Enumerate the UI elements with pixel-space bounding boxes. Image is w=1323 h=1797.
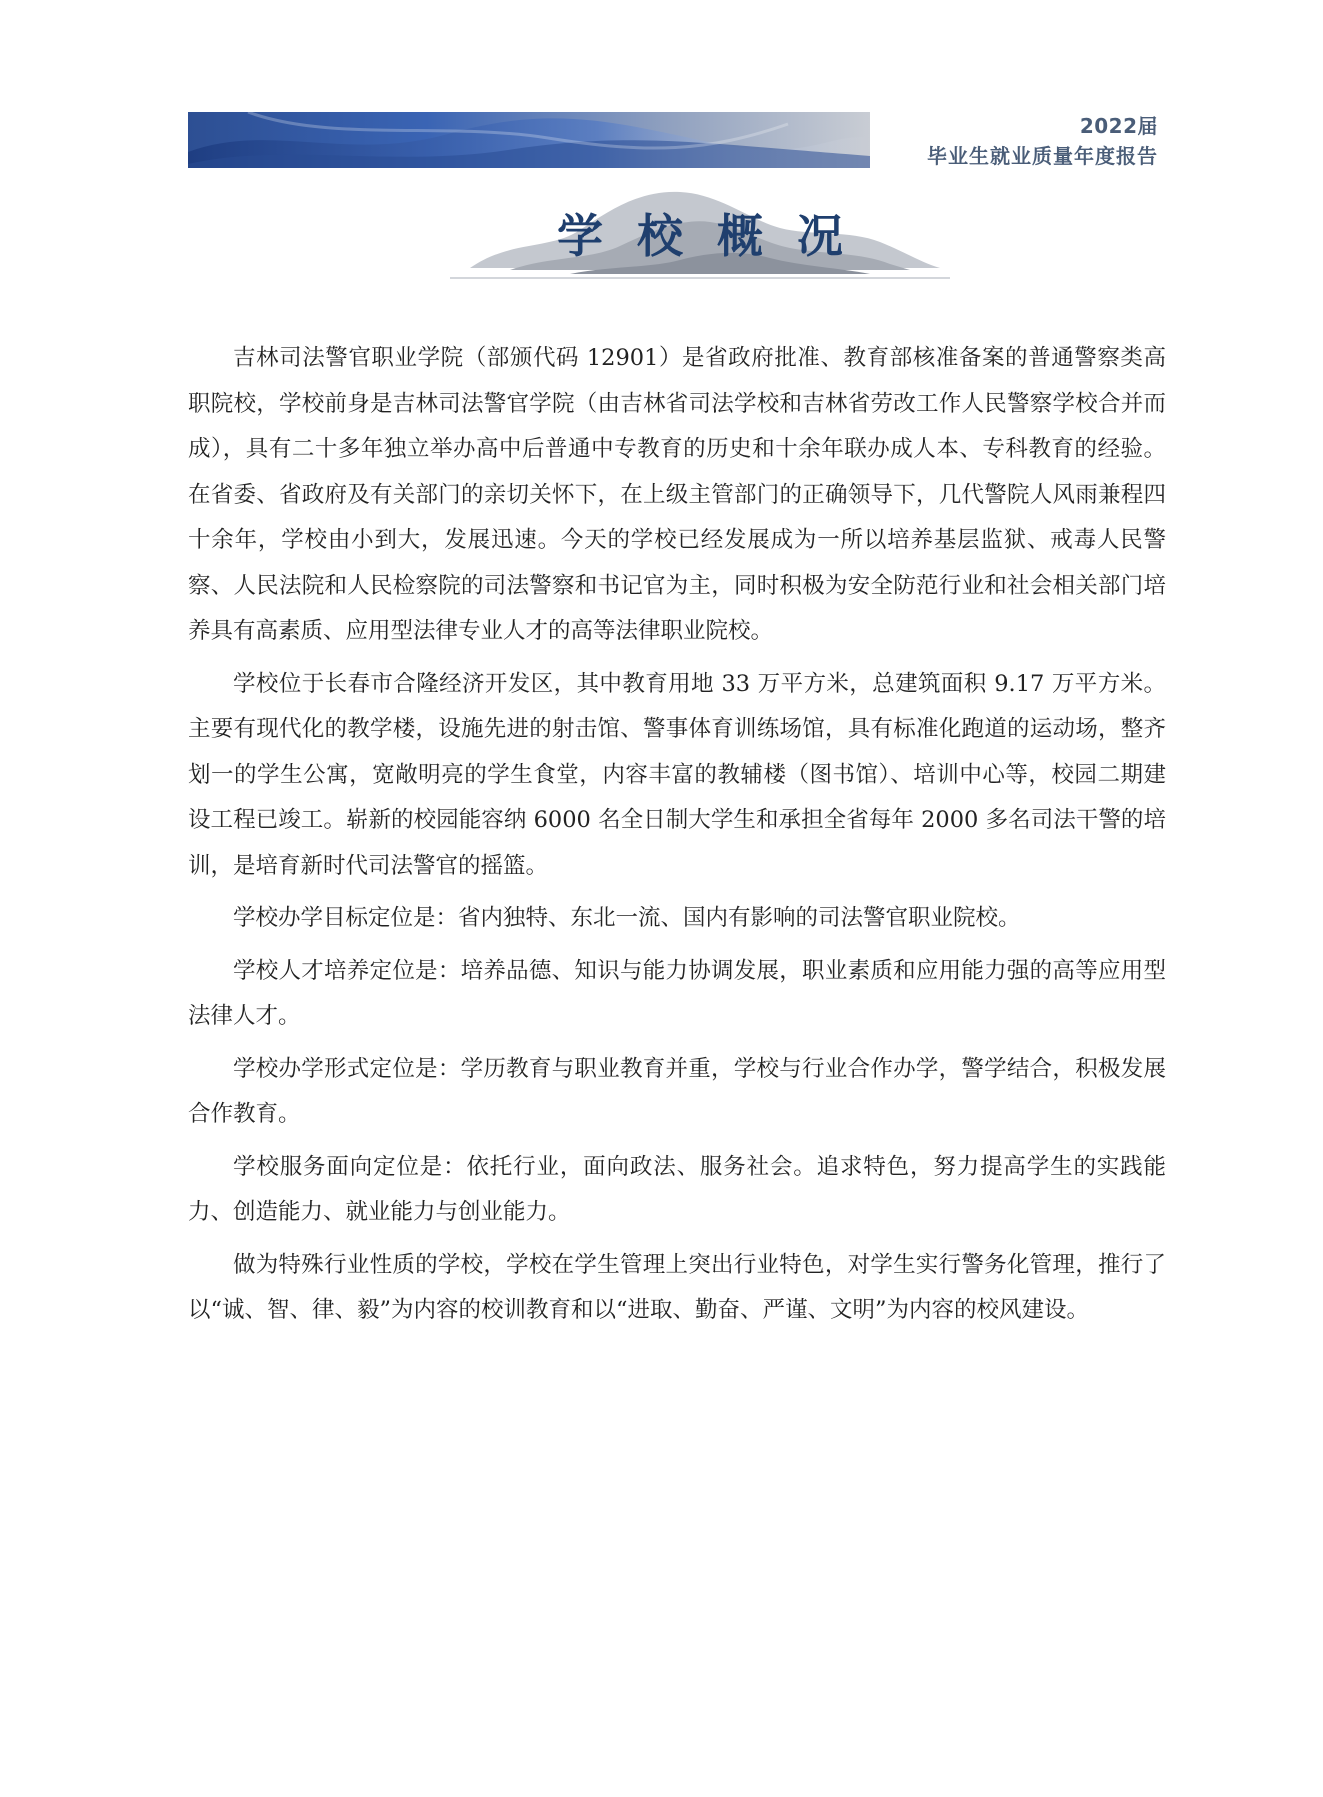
- paragraph-campus: 学校位于长春市合隆经济开发区，其中教育用地 33 万平方米，总建筑面积 9.17 万平方米。主要有现代化的教学楼，设施先进的射击馆、警事体育训练场馆，具有标准化跑道的运动场，整齐划一的学生公寓，宽敞明亮的学生食堂，内容丰富的教辅楼（图书馆）、培训中心等，校园二期建设工程已竣工。崭新的校园能容纳 6000 名全日制大学生和承担全省每年 2000 多名司法干警的培训，是培育新时代司法警官的摇篮。: [188, 670, 1166, 879]
- header-banner: [188, 112, 870, 168]
- title-block: [450, 170, 950, 280]
- paragraph-form: 学校办学形式定位是：学历教育与职业教育并重，学校与行业合作办学，警学结合，积极发展合作教育。: [188, 1055, 1166, 1127]
- overview-content: [188, 336, 1166, 1341]
- paragraph-service: 学校服务面向定位是：依托行业，面向政法、服务社会。追求特色，努力提高学生的实践能力、创造能力、就业能力与创业能力。: [188, 1153, 1166, 1225]
- paragraph-talent: 学校人才培养定位是：培养品德、知识与能力协调发展，职业素质和应用能力强的高等应用型法律人才。: [188, 957, 1166, 1029]
- paragraph-history: 吉林司法警官职业学院（部颁代码 12901）是省政府批准、教育部核准备案的普通警察类高职院校，学校前身是吉林司法警官学院（由吉林省司法学校和吉林省劳改工作人民警察学校合并而成），具有二十多年独立举办高中后普通中专教育的历史和十余年联办成人本、专科教育的经验。在省委、省政府及有关部门的亲切关怀下，在上级主管部门的正确领导下，几代警院人风雨兼程四十余年，学校由小到大，发展迅速。今天的学校已经发展成为一所以培养基层监狱、戒毒人民警察、人民法院和人民检察院的司法警察和书记官为主，同时积极为安全防范行业和社会相关部门培养具有高素质、应用型法律专业人才的高等法律职业院校。: [188, 345, 1166, 644]
- page-title: 学校概况: [557, 209, 877, 263]
- report-subtitle: 毕业生就业质量年度报告: [927, 144, 1158, 168]
- report-header: [927, 111, 1158, 171]
- paragraph-management: 做为特殊行业性质的学校，学校在学生管理上突出行业特色，对学生实行警务化管理，推行了以“诚、智、律、毅”为内容的校训教育和以“进取、勤奋、严谨、文明”为内容的校风建设。: [188, 1251, 1166, 1323]
- report-year: 2022届: [1079, 114, 1158, 138]
- paragraph-goal: 学校办学目标定位是：省内独特、东北一流、国内有影响的司法警官职业院校。: [233, 905, 1021, 931]
- banner-graphic: [188, 112, 870, 168]
